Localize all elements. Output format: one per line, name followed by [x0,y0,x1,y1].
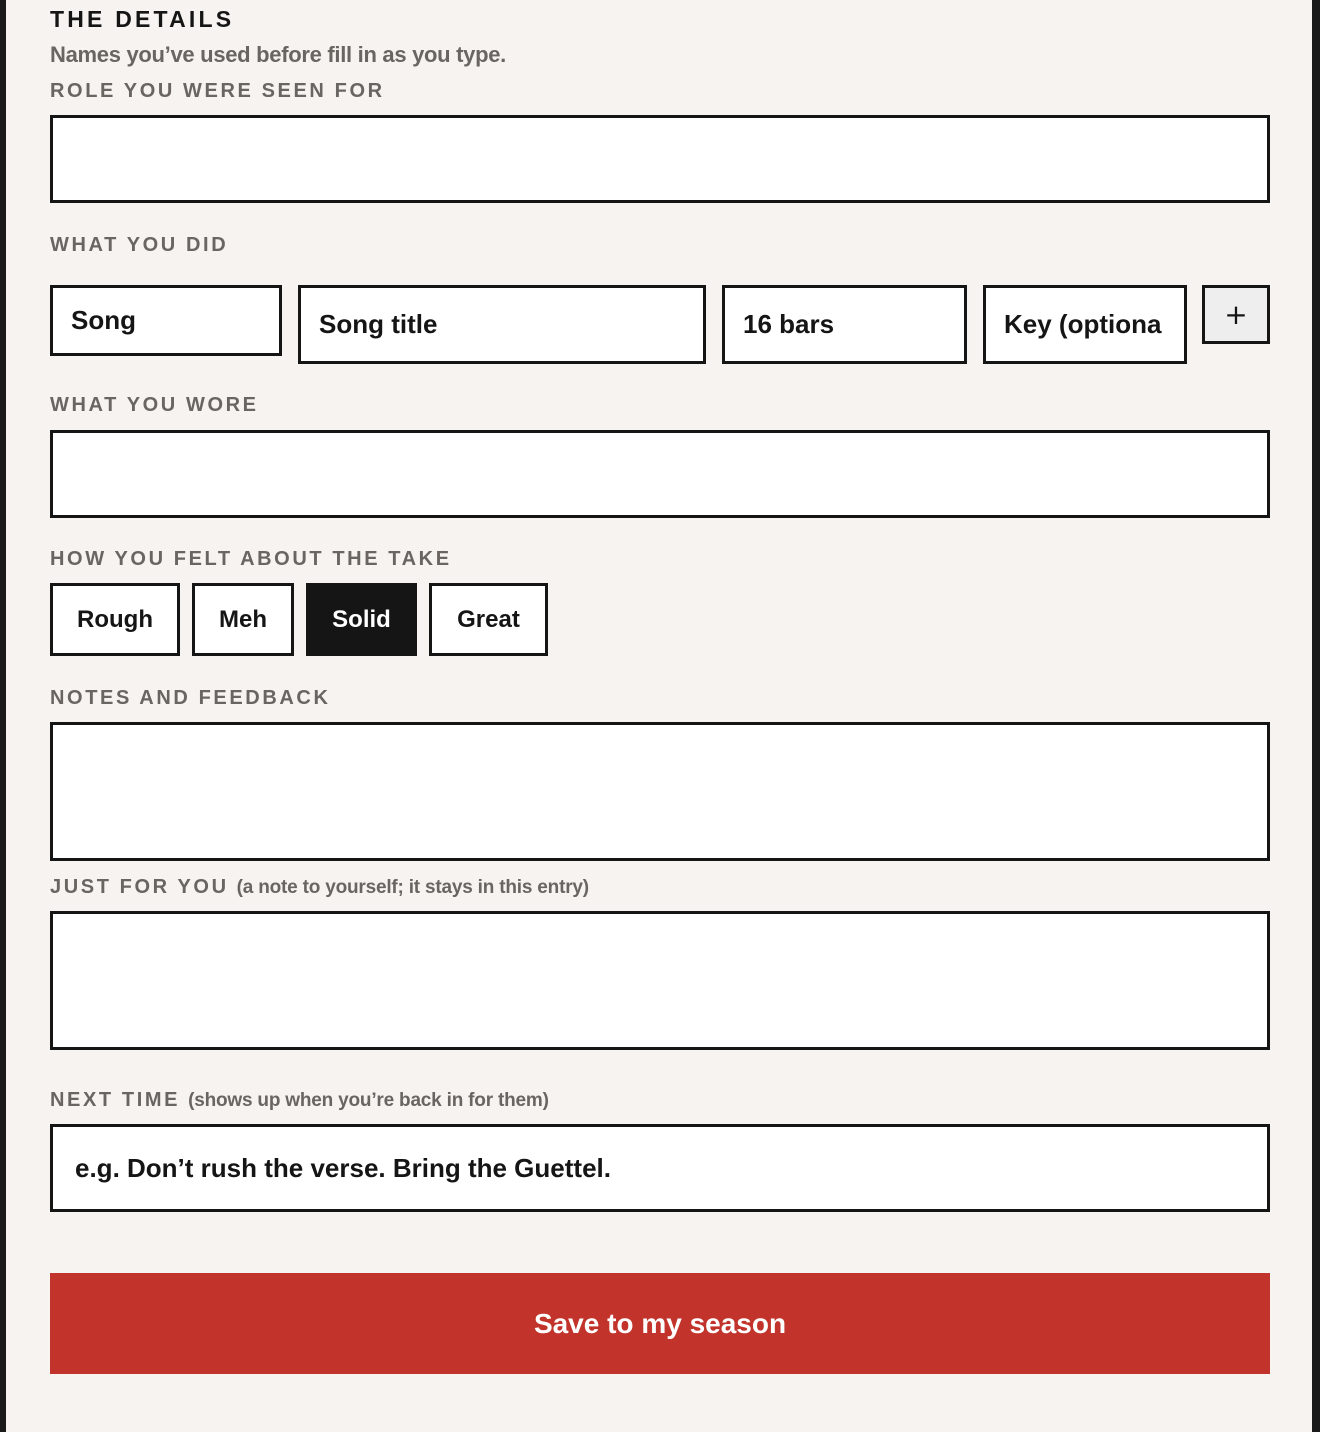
mood-option-great[interactable]: Great [429,583,548,656]
outfit-input[interactable] [50,430,1270,518]
next-time-sublabel: (shows up when you’re back in for them) [188,1090,549,1111]
details-form [6,0,1312,1432]
mood-option-meh[interactable]: Meh [192,583,294,656]
next-time-title: NEXT TIME [50,1089,181,1111]
save-button-label: Save to my season [533,1307,787,1339]
private-note-textarea[interactable] [50,911,1270,1050]
song-key-input[interactable] [983,285,1187,364]
next-time-input[interactable] [50,1124,1270,1212]
next-time-label [50,1089,549,1112]
notes-textarea[interactable] [50,722,1270,861]
section-hint: Names you’ve used before fill in as you type. [50,42,506,67]
what-you-wore-label: WHAT YOU WORE [50,394,259,416]
mood-option-solid[interactable]: Solid [306,583,417,656]
section-title: THE DETAILS [50,6,235,32]
private-note-label [50,876,589,899]
plus-icon: + [1224,298,1248,331]
notes-label: NOTES AND FEEDBACK [50,687,331,709]
private-note-title: JUST FOR YOU [50,876,229,898]
feel-label: HOW YOU FELT ABOUT THE TAKE [50,548,452,570]
role-label: ROLE YOU WERE SEEN FOR [50,80,385,102]
song-length-input[interactable] [722,285,967,364]
mood-option-rough[interactable]: Rough [50,583,180,656]
song-title-input[interactable] [298,285,706,364]
private-note-sublabel: (a note to yourself; it stays in this entry) [236,877,589,898]
add-piece-button[interactable] [1202,285,1270,344]
save-button[interactable] [50,1273,1270,1374]
performance-type-input[interactable] [50,285,282,356]
what-you-did-label: WHAT YOU DID [50,234,229,256]
role-input[interactable] [50,115,1270,203]
